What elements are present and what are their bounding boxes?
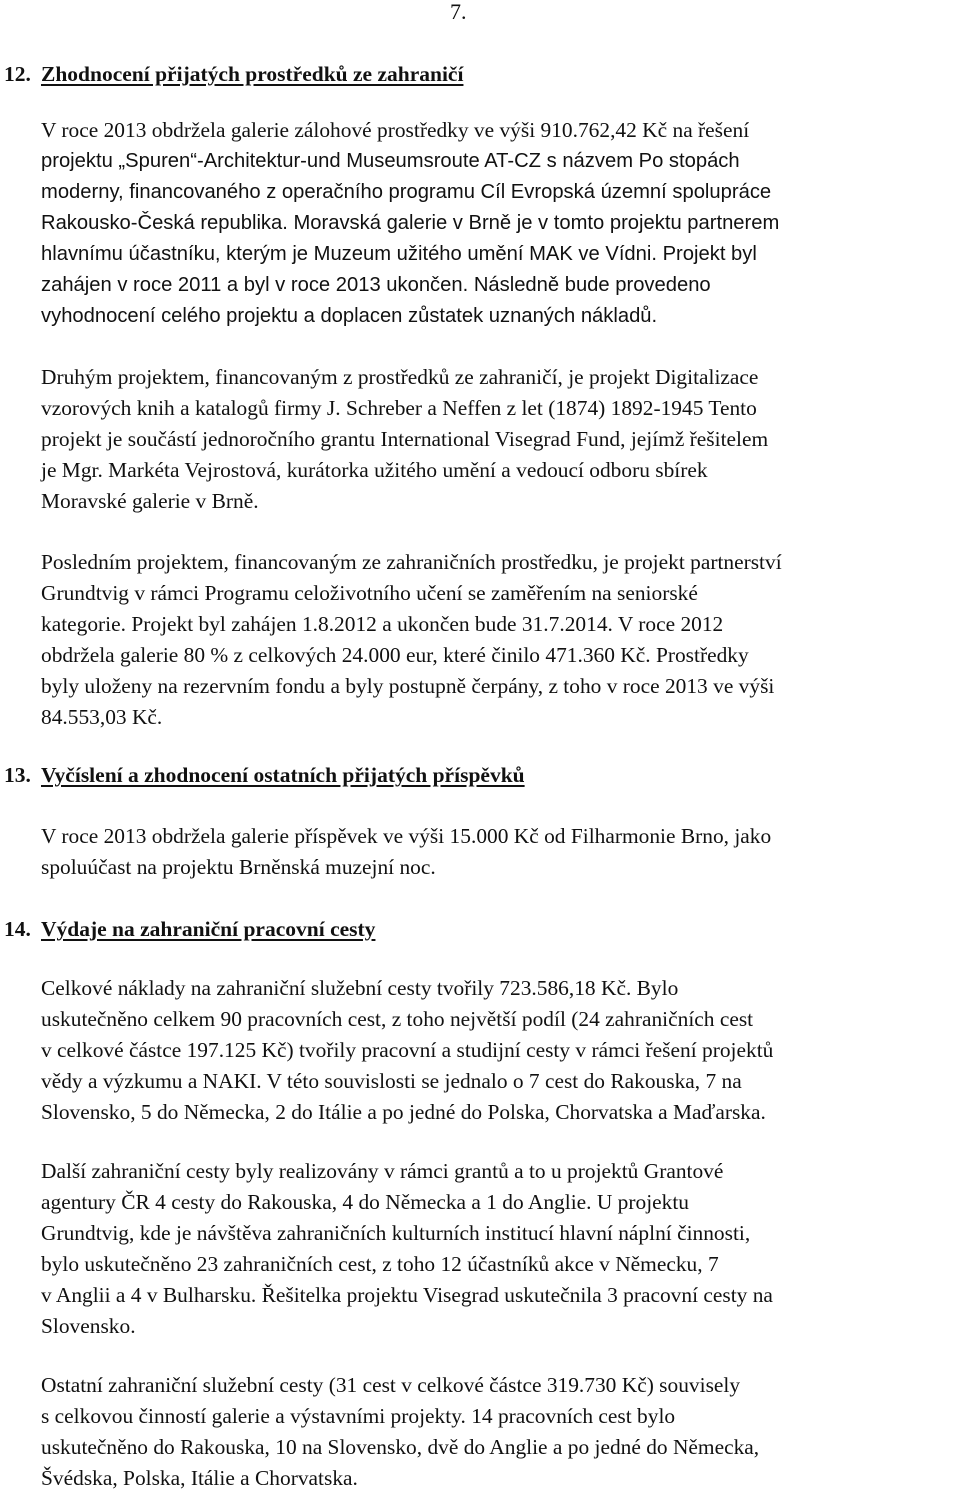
text-line: Grundtvig v rámci Programu celoživotního učení se zaměřením na seniorské [41, 581, 698, 605]
text-line: V roce 2013 obdržela galerie zálohové prostředky ve výši 910.762,42 Kč na řešení [41, 118, 750, 142]
paragraph-grundtvig-project [41, 547, 960, 733]
section-number: 12. [4, 62, 31, 86]
paragraph-digitalization-project [41, 362, 960, 517]
section-number: 13. [4, 763, 31, 787]
text-line: Další zahraniční cesty byly realizovány v rámci grantů a to u projektů Grantové [41, 1159, 724, 1183]
paragraph-grant-trips [41, 1156, 960, 1342]
text-line: projektu „Spuren“-Architektur-und Museumsroute AT-CZ s názvem Po stopách [41, 150, 740, 172]
section-heading-14 [4, 915, 375, 943]
text-line: projekt je součástí jednoročního grantu International Visegrad Fund, jejímž řešitelem [41, 427, 769, 451]
text-line: hlavnímu účastníku, kterým je Muzeum užitého umění MAK ve Vídni. Projekt byl [41, 243, 757, 265]
text-line: V roce 2013 obdržela galerie příspěvek ve výši 15.000 Kč od Filharmonie Brno, jako [41, 824, 772, 848]
paragraph-other-trips [41, 1370, 960, 1494]
text-line: byly uloženy na rezervním fondu a byly postupně čerpány, z toho v roce 2013 ve výši [41, 674, 775, 698]
section-title: Výdaje na zahraniční pracovní cesty [41, 917, 376, 941]
text-line: Posledním projektem, financovaným ze zahraničních prostředku, je projekt partnerství [41, 550, 782, 574]
text-line: spoluúčast na projektu Brněnská muzejní noc. [41, 855, 436, 879]
section-number: 14. [4, 917, 31, 941]
text-line: Švédska, Polska, Itálie a Chorvatska. [41, 1466, 358, 1490]
text-line: v celkové částce 197.125 Kč) tvořily pracovní a studijní cesty v rámci řešení projektů [41, 1038, 774, 1062]
text-line: vyhodnocení celého projektu a doplacen zůstatek uznaných nákladů. [41, 305, 658, 327]
paragraph-foreign-funds-spuren [41, 115, 960, 332]
section-heading-13 [4, 761, 525, 789]
page-number: 7. [450, 0, 467, 24]
paragraph-travel-costs [41, 973, 960, 1128]
text-line: vzorových knih a katalogů firmy J. Schreber a Neffen z let (1874) 1892-1945 Tento [41, 396, 757, 420]
text-line: vědy a výzkumu a NAKI. V této souvislosti se jednalo o 7 cest do Rakouska, 7 na [41, 1069, 742, 1093]
text-line: Moravské galerie v Brně. [41, 489, 259, 513]
text-line: bylo uskutečněno 23 zahraničních cest, z toho 12 účastníků akce v Německu, 7 [41, 1252, 719, 1276]
section-heading-12 [4, 60, 463, 88]
text-line: Rakousko-Česká republika. Moravská galerie v Brně je v tomto projektu partnerem [41, 212, 780, 234]
text-line: uskutečněno do Rakouska, 10 na Slovensko, dvě do Anglie a po jedné do Německa, [41, 1435, 760, 1459]
section-title: Vyčíslení a zhodnocení ostatních přijatých příspěvků [41, 763, 525, 787]
text-line: Slovensko, 5 do Německa, 2 do Itálie a po jedné do Polska, Chorvatska a Maďarska. [41, 1100, 766, 1124]
text-line: moderny, financovaného z operačního programu Cíl Evropská územní spolupráce [41, 181, 772, 203]
text-line: s celkovou činností galerie a výstavními projekty. 14 pracovních cest bylo [41, 1404, 676, 1428]
text-line: Grundtvig, kde je návštěva zahraničních kulturních institucí hlavní náplní činnosti, [41, 1221, 751, 1245]
text-line: Druhým projektem, financovaným z prostředků ze zahraničí, je projekt Digitalizace [41, 365, 759, 389]
text-line: kategorie. Projekt byl zahájen 1.8.2012 a ukončen bude 31.7.2014. V roce 2012 [41, 612, 724, 636]
text-line: v Anglii a 4 v Bulharsku. Řešitelka projektu Visegrad uskutečnila 3 pracovní cesty na [41, 1283, 773, 1307]
text-line: agentury ČR 4 cesty do Rakouska, 4 do Německa a 1 do Anglie. U projektu [41, 1190, 689, 1214]
text-line: je Mgr. Markéta Vejrostová, kurátorka užitého umění a vedoucí odboru sbírek [41, 458, 708, 482]
section-title: Zhodnocení přijatých prostředků ze zahraničí [41, 62, 464, 86]
text-line: Celkové náklady na zahraniční služební cesty tvořily 723.586,18 Kč. Bylo [41, 976, 679, 1000]
text-line: Slovensko. [41, 1314, 136, 1338]
paragraph-other-contributions [41, 821, 960, 883]
text-line: Ostatní zahraniční služební cesty (31 cest v celkové částce 319.730 Kč) souvisely [41, 1373, 741, 1397]
text-line: uskutečněno celkem 90 pracovních cest, z toho největší podíl (24 zahraničních cest [41, 1007, 754, 1031]
text-line: zahájen v roce 2011 a byl v roce 2013 ukončen. Následně bude provedeno [41, 274, 711, 296]
text-line: obdržela galerie 80 % z celkových 24.000 eur, které činilo 471.360 Kč. Prostředky [41, 643, 749, 667]
text-line: 84.553,03 Kč. [41, 705, 163, 729]
